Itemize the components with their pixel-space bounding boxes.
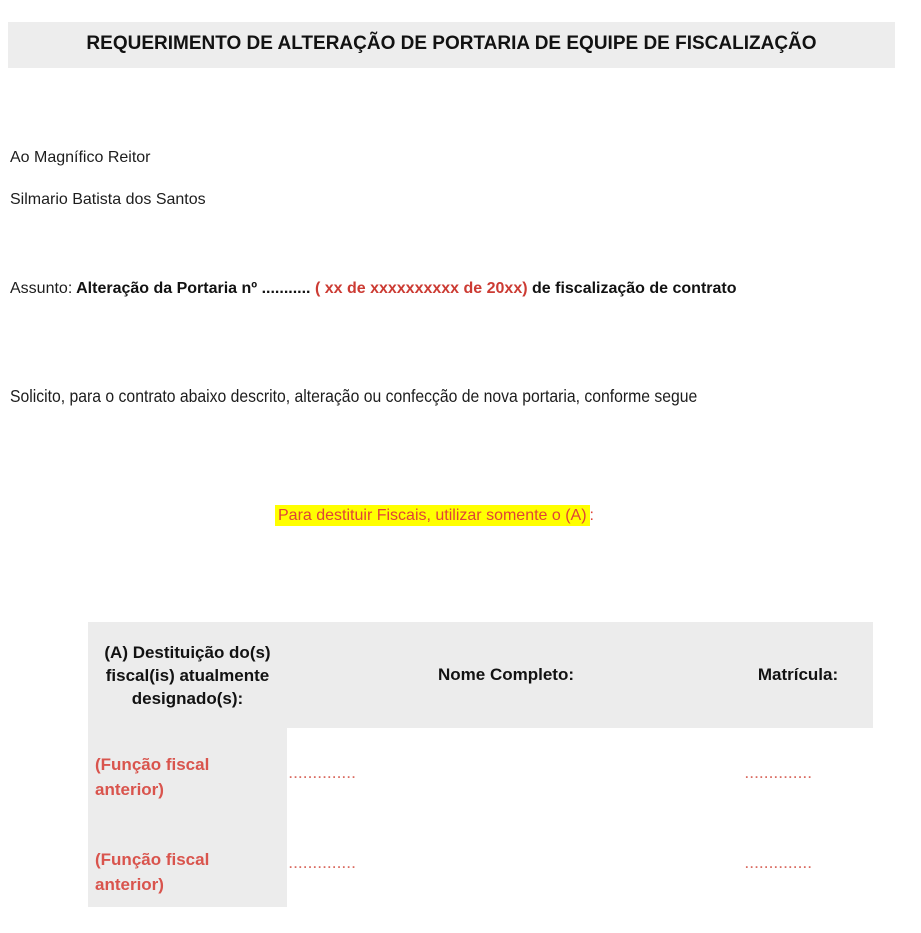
table-header-destituicao: (A) Destituição do(s) fiscal(is) atualmente designado(s): — [88, 622, 287, 728]
nome-placeholder-field[interactable]: .............. — [287, 820, 673, 907]
table-header-matricula: Matrícula: — [673, 622, 873, 728]
destitution-table — [88, 622, 873, 907]
table-header-nome-completo: Nome Completo: — [287, 622, 673, 728]
row-label-funcao-anterior: (Função fiscal anterior) — [88, 820, 287, 907]
note-highlighted-text: Para destituir Fiscais, utilizar somente o (A) — [275, 505, 590, 526]
note-colon: : — [589, 507, 594, 524]
destitution-note — [0, 507, 921, 525]
recipient-line-2: Silmario Batista dos Santos — [10, 191, 206, 208]
matricula-placeholder-field[interactable]: .............. — [673, 820, 873, 907]
title-banner — [8, 22, 895, 68]
subject-label: Assunto: — [10, 280, 73, 297]
row-label-funcao-anterior: (Função fiscal anterior) — [88, 728, 287, 820]
subject-date-placeholder: ( xx de xxxxxxxxxx de 20xx) — [314, 280, 528, 297]
recipient-line-1: Ao Magnífico Reitor — [10, 149, 151, 166]
nome-placeholder-field[interactable]: .............. — [287, 728, 673, 820]
matricula-placeholder-field[interactable]: .............. — [673, 728, 873, 820]
request-paragraph: Solicito, para o contrato abaixo descrito, alteração ou confecção de nova portaria, conforme segue — [10, 386, 698, 406]
page-title: REQUERIMENTO DE ALTERAÇÃO DE PORTARIA DE EQUIPE DE FISCALIZAÇÃO — [86, 33, 817, 54]
subject-tail-text: de fiscalização de contrato — [532, 280, 737, 297]
subject-portaria-text: Alteração da Portaria nº ........... — [76, 280, 311, 297]
subject-line — [10, 277, 818, 300]
